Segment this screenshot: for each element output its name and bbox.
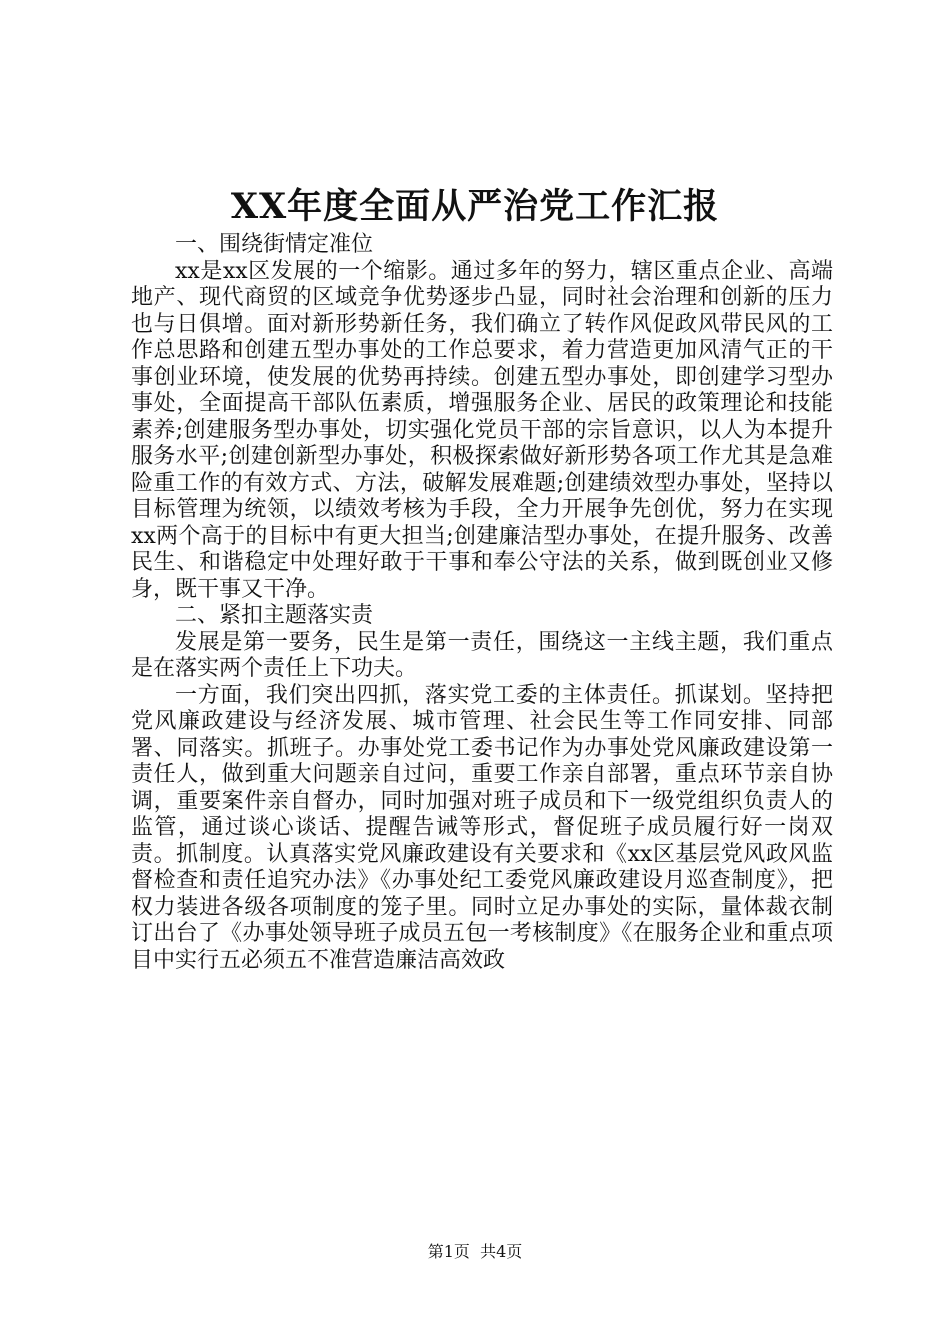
body-paragraph: 发展是第一要务，民生是第一责任，围绕这一主线主题，我们重点是在落实两个责任上下功夫。 — [131, 629, 833, 681]
section-heading-1: 一、围绕街情定准位 — [175, 232, 374, 257]
page-footer — [0, 1242, 950, 1262]
footer-separator — [470, 1242, 480, 1261]
page-total: 共4页 — [480, 1242, 523, 1261]
document-body — [131, 232, 833, 974]
page-number: 第1页 — [427, 1242, 470, 1261]
body-paragraph: 一方面，我们突出四抓，落实党工委的主体责任。抓谋划。坚持把党风廉政建设与经济发展、城市管理、社会民生等工作同安排、同部署、同落实。抓班子。办事处党工委书记作为办事处党风廉政建设第一责任人，做到重大问题亲自过问，重要工作亲自部署，重点环节亲自协调，重要案件亲自督办，同时加强对班子成员和下一级党组织负责人的监管，通过谈心谈话、提醒告诫等形式，督促班子成员履行好一岗双责。抓制度。认真落实党风廉政建设有关要求和《xx区基层党风政风监督检查和责任追究办法》《办事处纪工委党风廉政建设月巡查制度》，把权力装进各级各项制度的笼子里。同时立足办事处的实际，量体裁衣制订出台了《办事处领导班子成员五包一考核制度》《在服务企业和重点项目中实行五必须五不准营造廉洁高效政 — [131, 682, 833, 973]
document-title: XX年度全面从严治党工作汇报 — [230, 186, 720, 227]
body-paragraph: xx是xx区发展的一个缩影。通过多年的努力，辖区重点企业、高端地产、现代商贸的区域竞争优势逐步凸显，同时社会治理和创新的压力也与日俱增。面对新形势新任务，我们确立了转作风促政风带民风的工作总思路和创建五型办事处的工作总要求，着力营造更加风清气正的干事创业环境，使发展的优势再持续。创建五型办事处，即创建学习型办事处，全面提高干部队伍素质，增强服务企业、居民的政策理论和技能素养;创建服务型办事处，切实强化党员干部的宗旨意识，以人为本提升服务水平;创建创新型办事处，积极探索做好新形势各项工作尤其是急难险重工作的有效方式、方法，破解发展难题;创建绩效型办事处，坚持以目标管理为统领，以绩效考核为手段，全力开展争先创优，努力在实现xx两个高于的目标中有更大担当;创建廉洁型办事处，在提升服务、改善民生、和谐稳定中处理好敢于干事和奉公守法的关系，做到既创业又修身，既干事又干净。 — [131, 258, 833, 602]
section-heading-2: 二、紧扣主题落实责 — [175, 603, 374, 628]
